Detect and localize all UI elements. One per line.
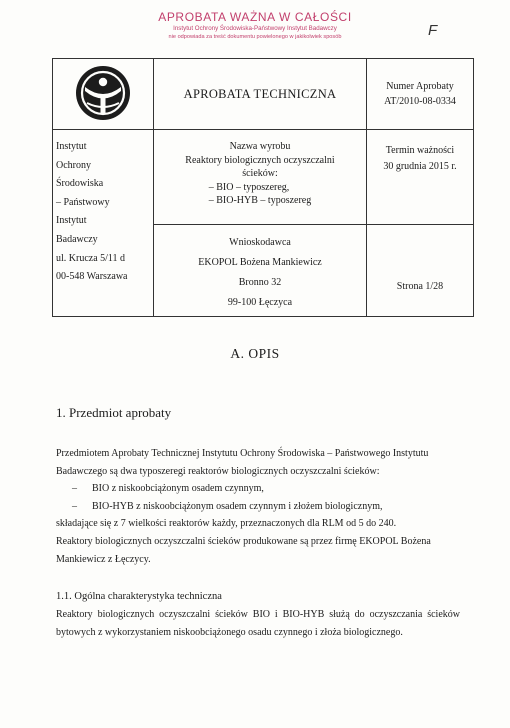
validity-value: 30 grudnia 2015 r.: [383, 161, 457, 172]
list-dash: –: [72, 500, 77, 512]
product-name-line: ścieków:: [242, 168, 278, 179]
product-applicant-cell: [154, 130, 367, 317]
product-name-line: Reaktory biologicznych oczyszczalni: [185, 154, 335, 166]
approval-number-label: Numer Aprobaty: [386, 81, 454, 92]
institute-line: Ochrony: [56, 159, 91, 171]
page-number: Strona 1/28: [396, 281, 444, 292]
institute-line: – Państwowy: [56, 196, 110, 208]
paragraph-sentence: Reaktory biologicznych oczyszczalni ścieków produkowane są przez firmę EKOPOL Bożena Mankiewicz z Łęczycy.: [56, 535, 431, 565]
validity-block: [367, 130, 473, 225]
institute-line: ul. Krucza 5/11 d: [56, 252, 126, 264]
approval-number-cell: [367, 59, 474, 130]
handwritten-mark: F: [428, 22, 438, 39]
paragraph-intro: Przedmiotem Aprobaty Technicznej Instytutu Ochrony Środowiska – Państwowego Instytutu Badawczego są dwa typoszeregi reaktorów biologicznych oczyszczalni ścieków:: [56, 448, 429, 477]
institute-line: 00-548 Warszawa: [56, 271, 128, 283]
validity-page-cell: [367, 130, 474, 317]
institute-logo-icon: [75, 65, 131, 121]
list-item: [56, 498, 460, 516]
product-name-block: [154, 130, 366, 225]
institute-line: Środowiska: [56, 178, 104, 190]
product-label: Nazwa wyrobu: [229, 141, 291, 152]
product-item: – BIO-HYB – typoszereg: [208, 195, 312, 206]
stamp-line-2: Instytut Ochrony Środowiska-Państwowy Instytut Badawczy: [173, 25, 337, 32]
product-list: [209, 181, 311, 208]
stamp-line-3: nie odpowiada za treść dokumentu powielonego w jakikolwiek sposób: [168, 34, 342, 40]
product-item: – BIO – typoszereg,: [208, 181, 290, 193]
list-item-text: BIO-HYB z niskoobciążonym osadem czynnym i złożem biologicznym,: [92, 500, 383, 512]
heading-technical: 1.1. Ogólna charakterystyka techniczna: [56, 591, 222, 602]
institute-line: Instytut: [56, 215, 87, 227]
logo-cell: [53, 59, 154, 130]
section-title: A. OPIS: [230, 346, 280, 361]
subject-paragraph: [56, 445, 460, 568]
stamp-line-1: APROBATA WAŻNA W CAŁOŚCI: [158, 10, 352, 24]
paragraph-sentence: składające się z 7 wielkości reaktorów każdy, przeznaczonych dla RLM od 5 do 240.: [56, 518, 397, 530]
technical-paragraph: Reaktory biologicznych oczyszczalni ścieków BIO i BIO-HYB służą do oczyszczania ścieków bytowych z wykorzystaniem niskoobciążonego osadu czynnego i złoża biologicznego.: [56, 609, 460, 638]
list-dash: –: [72, 483, 77, 495]
list-item-text: BIO z niskoobciążonym osadem czynnym,: [92, 483, 264, 495]
list-item: [56, 480, 460, 498]
approval-number-value: AT/2010-08-0334: [384, 96, 456, 107]
applicant-line: EKOPOL Bożena Mankiewicz: [198, 257, 322, 268]
institute-line: Instytut: [56, 141, 87, 152]
document-title: APROBATA TECHNICZNA: [154, 59, 367, 130]
applicant-line: Bronno 32: [238, 277, 282, 288]
institute-line: Badawczy: [56, 233, 98, 245]
applicant-block: [154, 225, 366, 307]
heading-subject: 1. Przedmiot aprobaty: [56, 405, 172, 420]
applicant-line: 99-100 Łęczyca: [227, 297, 293, 308]
validity-label: Termin ważności: [385, 145, 455, 156]
institute-address-cell: [53, 130, 154, 317]
applicant-label: Wnioskodawca: [229, 237, 291, 248]
approval-header-table: [52, 58, 474, 317]
